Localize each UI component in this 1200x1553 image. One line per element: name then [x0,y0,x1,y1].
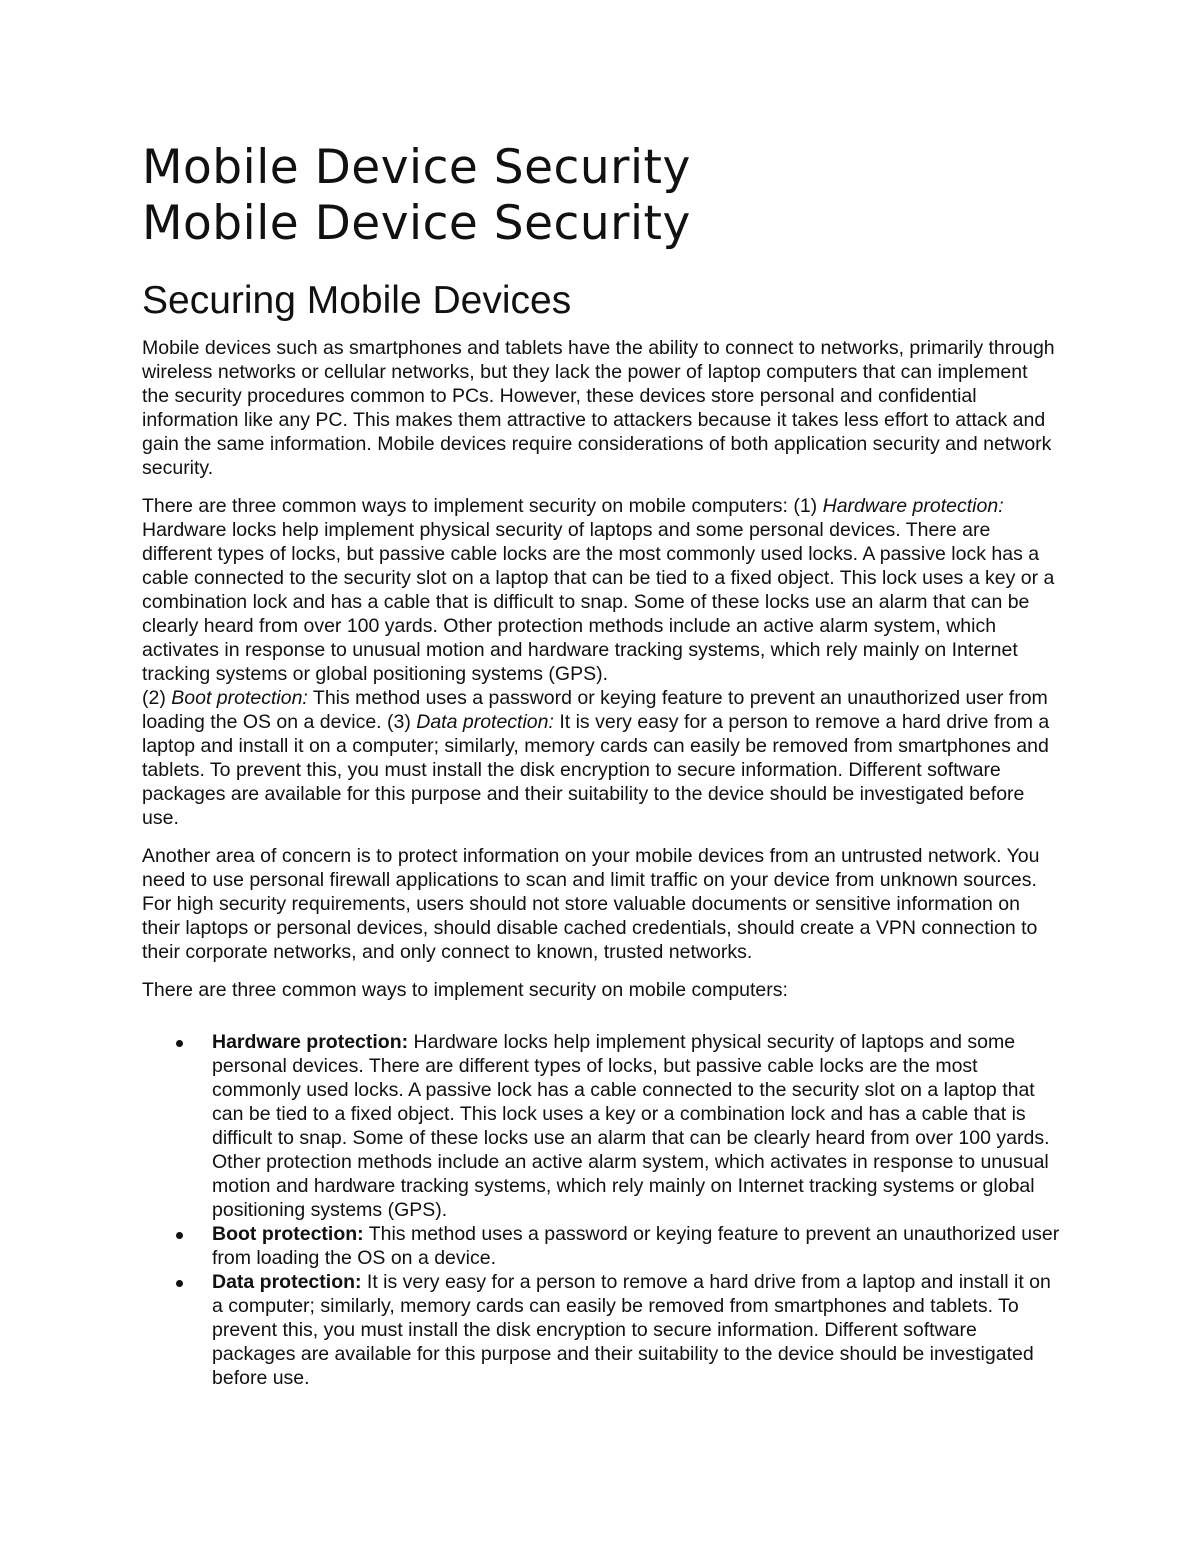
list-item [142,1222,1062,1270]
data-protection-text: It is very easy for a person to remove a hard drive from a laptop and install it on a computer; similarly, memory cards can easily be removed from smartphones and tablets. To prevent this, you must install the disk encryption to secure information. Different software packages are available for this purpose and their suitability to the device should be investigated before use. [142,711,1050,829]
hardware-protection-label: Hardware protection: [822,495,1004,517]
three-ways-boot-data-part [142,686,1057,830]
list-item [142,1030,1062,1222]
list-item [142,1270,1062,1390]
list-item-text: It is very easy for a person to remove a hard drive from a laptop and install it on a computer; similarly, memory cards can easily be removed from smartphones and tablets. To prevent this, you must install the disk encryption to secure information. Different software packages are available for this purpose and their suitability to the device should be investigated before use. [212,1271,1051,1389]
document-title-line-1: Mobile Device Security [142,140,691,195]
protection-list [142,1030,1062,1390]
list-intro-paragraph: There are three common ways to implement security on mobile computers: [142,979,788,1001]
bullet-icon [176,1040,183,1047]
three-ways-intro: There are three common ways to implement security on mobile computers: (1) [142,495,823,517]
data-protection-label: Data protection: [416,711,554,733]
list-item-text: This method uses a password or keying feature to prevent an unauthorized user from loading the OS on a device. [212,1223,1060,1269]
document-title-line-2: Mobile Device Security [142,196,691,251]
list-item-text: Hardware locks help implement physical security of laptops and some personal devices. There are different types of locks, but passive cable locks are the most commonly used locks. A passive lock has a cable connected to the security slot on a laptop that can be tied to a fixed object. This lock uses a key or a combination lock and has a cable that is difficult to snap. Some of these locks use an alarm that can be clearly heard from over 100 yards. Other protection methods include an active alarm system, which activates in response to unusual motion and hardware tracking systems, which rely mainly on Internet tracking systems or global positioning systems (GPS). [212,1031,1050,1221]
intro-paragraph: Mobile devices such as smartphones and tablets have the ability to connect to networks, primarily through wireless networks or cellular networks, but they lack the power of laptop computers that can implement the security procedures common to PCs. However, these devices store personal and confidential information like any PC. This makes them attractive to attackers because it takes less effort to attack and gain the same information. Mobile devices require considerations of both application security and network security. [142,337,1055,479]
hardware-protection-text: Hardware locks help implement physical security of laptops and some personal devices. There are different types of locks, but passive cable locks are the most commonly used locks. A passive lock has a cable connected to the security slot on a laptop that can be tied to a fixed object. This lock uses a key or a combination lock and has a cable that is difficult to snap. Some of these locks use an alarm that can be clearly heard from over 100 yards. Other protection methods include an active alarm system, which activates in response to unusual motion and hardware tracking systems, which rely mainly on Internet tracking systems or global positioning systems (GPS). [142,519,1055,685]
bullet-icon [176,1232,183,1239]
bullet-icon [176,1280,183,1287]
three-ways-paragraph [142,494,1057,830]
document-page [142,140,1062,1390]
boot-prefix: (2) [142,687,172,709]
list-item-label: Boot protection: [212,1223,364,1245]
untrusted-network-paragraph: Another area of concern is to protect information on your mobile devices from an untrusted network. You need to use personal firewall applications to scan and limit traffic on your device from unknown sources. For high security requirements, users should not store valuable documents or sensitive information on their laptops or personal devices, should disable cached credentials, should create a VPN connection to their corporate networks, and only connect to known, trusted networks. [142,845,1040,963]
boot-protection-text: This method uses a password or keying feature to prevent an unauthorized user from loading the OS on a device. (3) [142,687,1048,733]
section-heading: Securing Mobile Devices [142,279,572,322]
list-item-label: Data protection: [212,1271,362,1293]
list-item-label: Hardware protection: [212,1031,409,1053]
three-ways-hardware-part [142,494,1057,686]
boot-protection-label: Boot protection: [171,687,308,709]
